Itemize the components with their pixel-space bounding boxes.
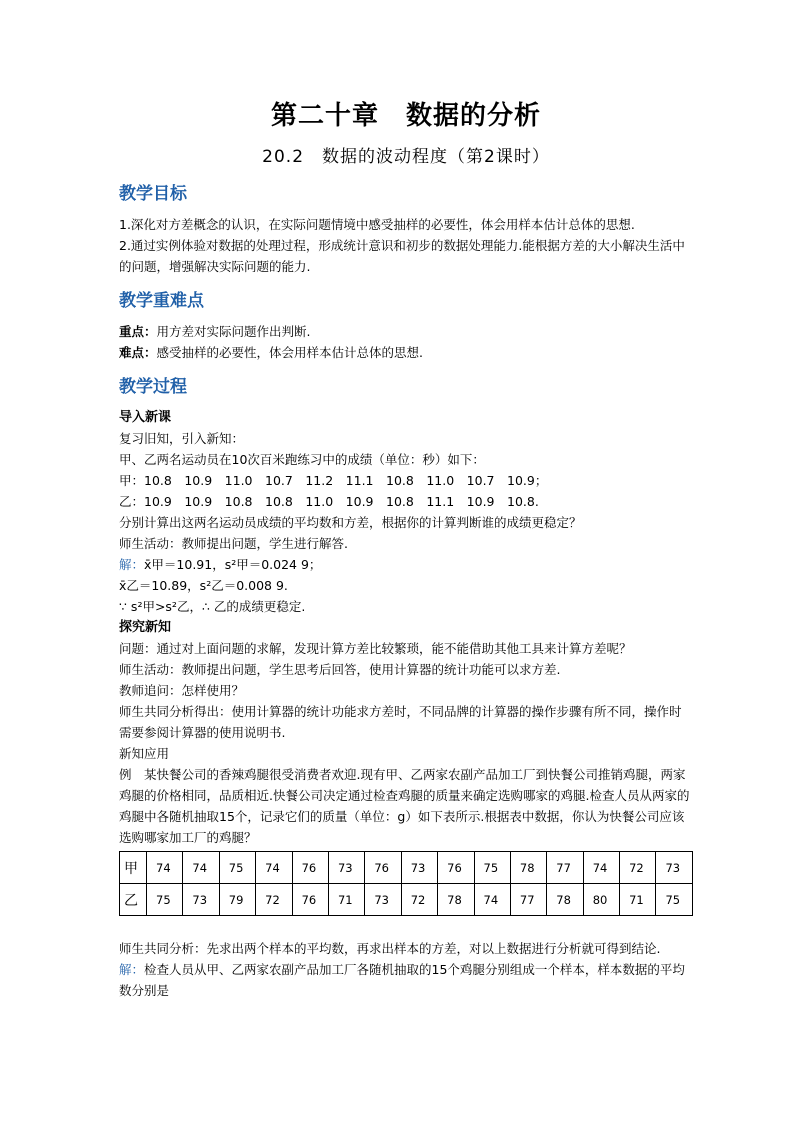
- explore-line: 师生活动：教师提出问题，学生思考后回答，使用计算器的统计功能可以求方差.: [119, 662, 561, 677]
- lesson-title: 20.2 数据的波动程度（第2课时）: [262, 147, 550, 167]
- table-cell: 73: [656, 852, 693, 884]
- table-cell: 73: [328, 852, 364, 884]
- table-cell: 75: [147, 884, 183, 916]
- data-line-yi: 乙：10.9 10.9 10.8 10.8 11.0 10.9 10.8 11.1 10.9 10.8.: [119, 494, 539, 509]
- table-cell: 80: [583, 884, 619, 916]
- table-cell: 78: [438, 884, 474, 916]
- table-cell: 76: [365, 852, 401, 884]
- example-paragraph: 例 某快餐公司的香辣鸡腿很受消费者欢迎.现有甲、乙两家农副产品加工厂到快餐公司推销鸡腿，两家鸡腿的价格相同，品质相近.快餐公司决定通过检查鸡腿的质量来确定选购哪家的鸡腿.检查人员从两家的鸡腿中各随机抽取15个，记录它们的质量（单位：g）如下表所示.根据表中数据，你认为快餐公司应该选购哪家加工厂的鸡腿？: [119, 767, 690, 845]
- solution-line: [119, 554, 693, 575]
- analysis-line: 师生共同分析：先求出两个样本的平均数，再求出样本的方差，对以上数据进行分析就可得到结论.: [119, 941, 661, 956]
- solution-line: ∵ s²甲>s²乙，∴ 乙的成绩更稳定.: [119, 599, 306, 614]
- table-cell: 74: [583, 852, 619, 884]
- table-cell: 79: [219, 884, 255, 916]
- table-cell: 71: [620, 884, 656, 916]
- table-cell: 75: [474, 852, 510, 884]
- explore-heading: 探究新知: [119, 620, 172, 635]
- chapter-title: 第二十章 数据的分析: [270, 101, 541, 131]
- document-page: [119, 96, 693, 1001]
- table-cell: 77: [547, 852, 583, 884]
- explore-line: 师生共同分析得出：使用计算器的统计功能求方差时，不同品牌的计算器的操作步骤有所不同，操作时需要参阅计算器的使用说明书.: [119, 704, 682, 740]
- intro-line: 师生活动：教师提出问题，学生进行解答.: [119, 536, 348, 551]
- table-cell: 76: [292, 884, 328, 916]
- table-cell: 71: [328, 884, 364, 916]
- objective-item: 2.通过实例体验对数据的处理过程，形成统计意识和初步的数据处理能力.能根据方差的大小解决生活中的问题，增强解决实际问题的能力.: [119, 238, 685, 274]
- answer-text: 检查人员从甲、乙两家农副产品加工厂各随机抽取的15个鸡腿分别组成一个样本，样本数据的平均数分别是: [119, 962, 685, 998]
- table-cell: 78: [510, 852, 546, 884]
- focus-label: 重点：: [119, 324, 157, 339]
- intro-line: 分别计算出这两名运动员成绩的平均数和方差，根据你的计算判断谁的成绩更稳定？: [119, 515, 582, 530]
- table-cell: 74: [256, 852, 292, 884]
- solution-line: x̄乙＝10.89，s²乙＝0.008 9.: [119, 578, 288, 593]
- difficulty-label: 难点：: [119, 345, 157, 360]
- answer-line: [119, 959, 693, 1001]
- objective-item: 1.深化对方差概念的认识，在实际问题情境中感受抽样的必要性，体会用样本估计总体的思想.: [119, 217, 635, 232]
- intro-line: 复习旧知，引入新知：: [119, 431, 245, 446]
- focus-text: 用方差对实际问题作出判断.: [156, 324, 311, 339]
- table-cell: 74: [474, 884, 510, 916]
- table-cell: 73: [401, 852, 437, 884]
- table-cell: 76: [292, 852, 328, 884]
- table-cell: 73: [365, 884, 401, 916]
- row-label: 乙: [120, 884, 147, 916]
- table-cell: 78: [547, 884, 583, 916]
- explore-line: 新知应用: [119, 746, 170, 761]
- drumstick-weight-table: [119, 851, 693, 916]
- table-cell: 77: [510, 884, 546, 916]
- row-label: 甲: [120, 852, 147, 884]
- table-cell: 72: [620, 852, 656, 884]
- intro-line: 甲、乙两名运动员在10次百米跑练习中的成绩（单位：秒）如下：: [119, 452, 485, 467]
- table-cell: 76: [438, 852, 474, 884]
- explore-line: 问题：通过对上面问题的求解，发现计算方差比较繁琐，能不能借助其他工具来计算方差呢？: [119, 641, 632, 656]
- answer-label: 解：: [119, 962, 145, 977]
- table-cell: 73: [183, 884, 219, 916]
- table-row: [120, 884, 693, 916]
- table-cell: 75: [656, 884, 693, 916]
- difficulty-text: 感受抽样的必要性，体会用样本估计总体的思想.: [156, 345, 423, 360]
- focus-line: [119, 321, 693, 342]
- table-cell: 74: [147, 852, 183, 884]
- section-keypoints-heading: 教学重难点: [119, 291, 204, 311]
- section-objectives-heading: 教学目标: [119, 184, 187, 204]
- table-row: [120, 852, 693, 884]
- data-line-jia: 甲：10.8 10.9 11.0 10.7 11.2 11.1 10.8 11.0 10.7 10.9；: [119, 473, 548, 488]
- table-cell: 74: [183, 852, 219, 884]
- table-cell: 72: [401, 884, 437, 916]
- difficulty-line: [119, 342, 693, 363]
- intro-heading: 导入新课: [119, 410, 172, 425]
- table-cell: 72: [256, 884, 292, 916]
- explore-line: 教师追问：怎样使用？: [119, 683, 245, 698]
- solution-label: 解：: [119, 557, 145, 572]
- section-process-heading: 教学过程: [119, 377, 187, 397]
- solution-text: x̄甲＝10.91，s²甲＝0.024 9；: [144, 557, 322, 572]
- table-cell: 75: [219, 852, 255, 884]
